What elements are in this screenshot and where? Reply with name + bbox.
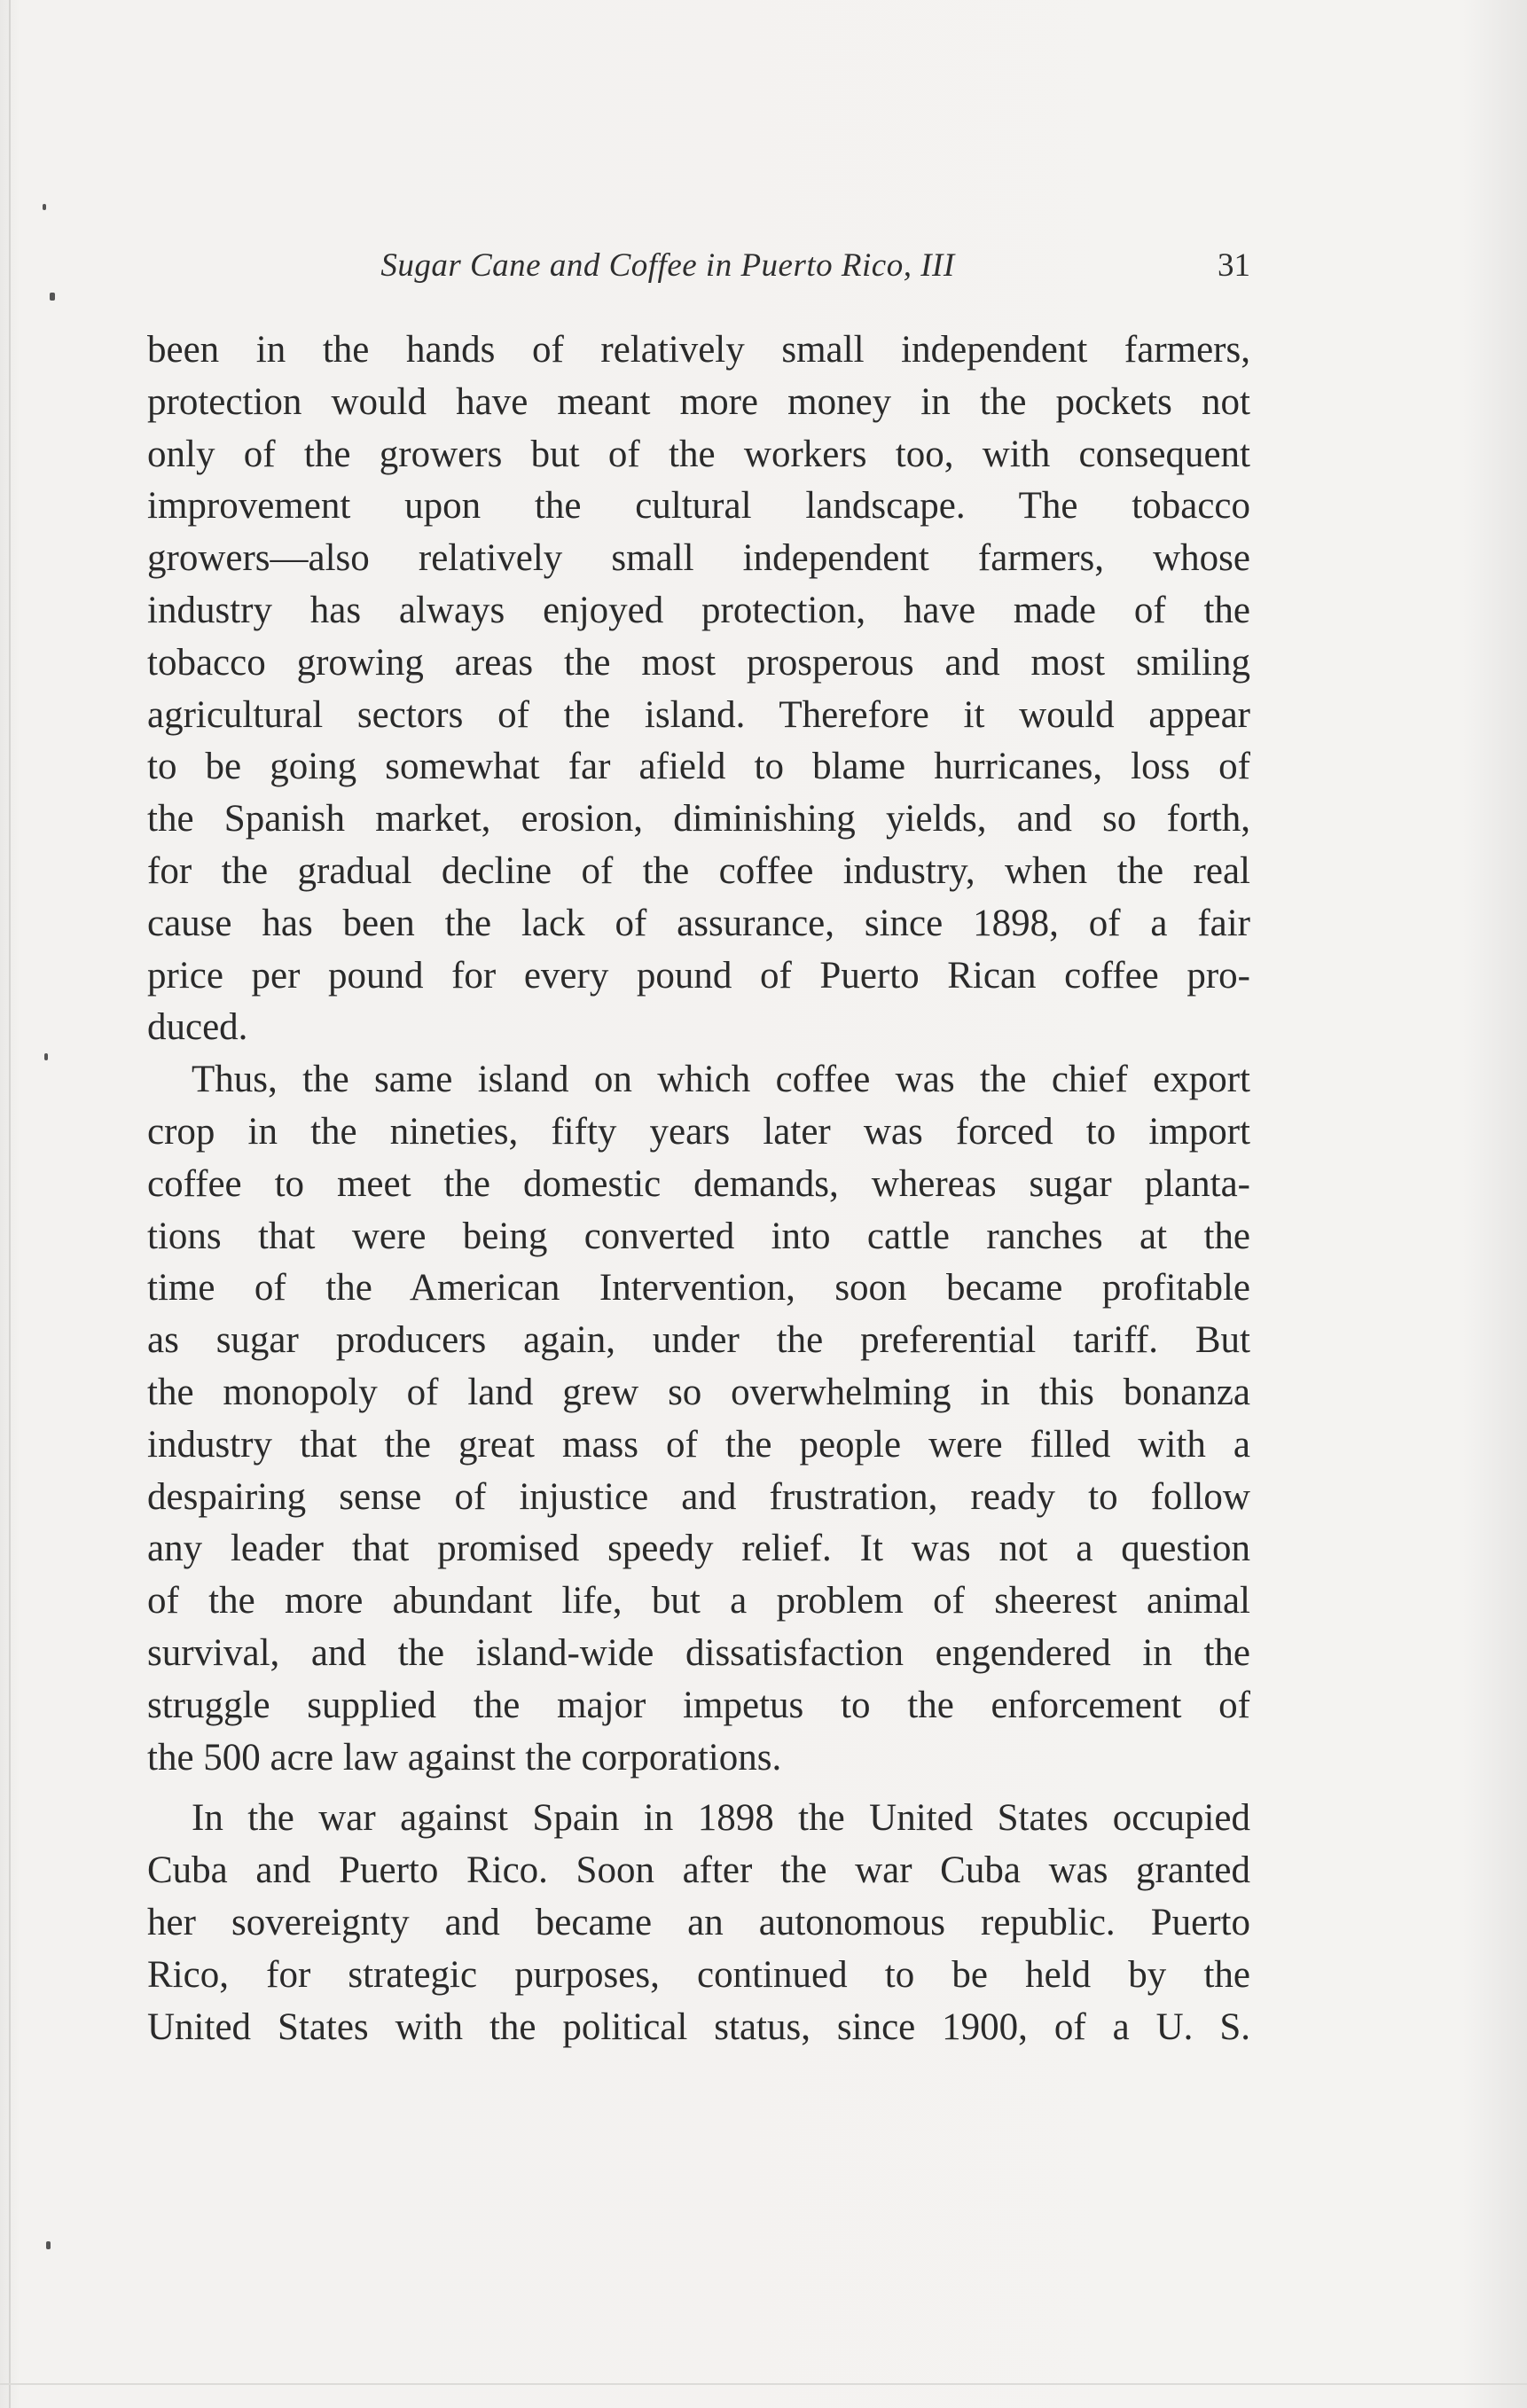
text-line: coffee to meet the domestic demands, whereas sugar planta- [147, 1162, 1250, 1205]
text-line: her sovereignty and became an autonomous republic. Puerto [147, 1901, 1250, 1943]
text-line: Thus, the same island on which coffee was the chief export [192, 1059, 1250, 1101]
running-head [147, 246, 1250, 291]
text-line: the Spanish market, erosion, diminishing yields, and so forth, [147, 798, 1250, 840]
text-line: Cuba and Puerto Rico. Soon after the war Cuba was granted [147, 1849, 1250, 1892]
text-line: Rico, for strategic purposes, continued to be held by the [147, 1953, 1250, 1996]
text-line: only of the growers but of the workers too, with consequent [147, 433, 1250, 475]
text-line: tobacco growing areas the most prosperous and most smiling [147, 641, 1250, 684]
text-line: protection would have meant more money in the pockets not [147, 380, 1250, 423]
text-line: time of the American Intervention, soon became profitable [147, 1267, 1250, 1310]
text-line: duced. [147, 1006, 248, 1049]
text-line: for the gradual decline of the coffee industry, when the real [147, 849, 1250, 892]
text-line: to be going somewhat far afield to blame hurricanes, loss of [147, 746, 1250, 788]
text-line: the monopoly of land grew so overwhelming in this bonanza [147, 1371, 1250, 1413]
scan-speck [43, 204, 46, 210]
text-line: struggle supplied the major impetus to the enforcement of [147, 1684, 1250, 1726]
text-line: growers—also relatively small independent farmers, whose [147, 537, 1250, 580]
text-line: any leader that promised speedy relief. It was not a question [147, 1528, 1250, 1570]
body-text [147, 324, 1250, 2053]
text-line: industry that the great mass of the people were filled with a [147, 1423, 1250, 1466]
text-line: crop in the nineties, fifty years later was forced to import [147, 1110, 1250, 1153]
text-line: price per pound for every pound of Puerto Rican coffee pro- [147, 954, 1250, 997]
text-line: In the war against Spain in 1898 the United States occupied [192, 1797, 1250, 1840]
text-line: agricultural sectors of the island. Therefore it would appear [147, 693, 1250, 736]
text-line: been in the hands of relatively small independent farmers, [147, 329, 1250, 371]
text-line: survival, and the island-wide dissatisfaction engendered in the [147, 1631, 1250, 1674]
scan-speck [46, 2241, 51, 2249]
running-title: Sugar Cane and Coffee in Puerto Rico, III [380, 247, 955, 284]
page-number: 31 [1218, 247, 1250, 284]
scan-speck [44, 1053, 48, 1060]
text-line: United States with the political status, since 1900, of a U. S. [147, 2005, 1250, 2048]
text-line: despairing sense of injustice and frustration, ready to follow [147, 1475, 1250, 1518]
text-line: of the more abundant life, but a problem of sheerest animal [147, 1580, 1250, 1622]
text-line: cause has been the lack of assurance, since 1898, of a fair [147, 902, 1250, 944]
scan-speck [50, 293, 55, 301]
text-line: as sugar producers again, under the preferential tariff. But [147, 1319, 1250, 1362]
text-line: improvement upon the cultural landscape. The tobacco [147, 485, 1250, 528]
text-line: industry has always enjoyed protection, have made of the [147, 589, 1250, 631]
text-line: the 500 acre law against the corporations. [147, 1736, 782, 1779]
text-line: tions that were being converted into cattle ranches at the [147, 1215, 1250, 1257]
page-edge-left [9, 0, 11, 2408]
page-edge-bottom [0, 2383, 1527, 2385]
